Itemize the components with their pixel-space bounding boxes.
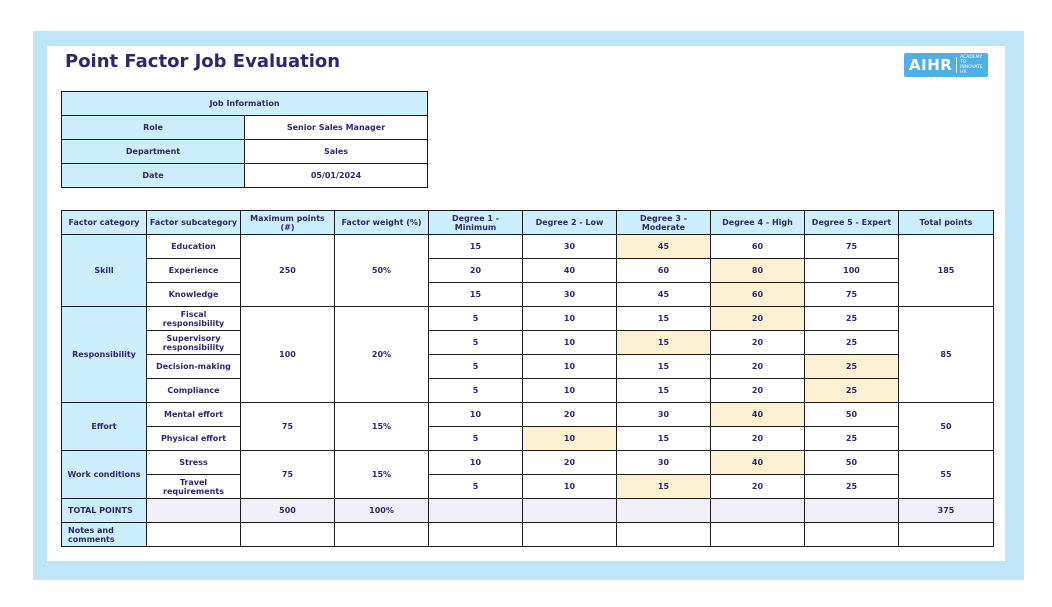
max-points-cell[interactable]: 100	[241, 307, 335, 403]
degree-cell[interactable]: 40	[711, 451, 805, 475]
notes-cell[interactable]	[241, 523, 335, 547]
notes-cell[interactable]	[335, 523, 429, 547]
table-row	[62, 475, 994, 499]
max-points-cell[interactable]: 75	[241, 451, 335, 499]
hatched-cell	[429, 499, 523, 523]
max-points-cell[interactable]: 250	[241, 235, 335, 307]
degree-cell[interactable]: 15	[617, 355, 711, 379]
degree-cell[interactable]: 25	[805, 355, 899, 379]
degree-cell[interactable]: 20	[429, 259, 523, 283]
degree-cell[interactable]: 60	[617, 259, 711, 283]
column-header: Maximum points (#)	[241, 211, 335, 235]
degree-cell[interactable]: 80	[711, 259, 805, 283]
factor-category-cell: Work conditions	[62, 451, 147, 499]
factor-category-cell: Responsibility	[62, 307, 147, 403]
aihr-logo	[904, 53, 988, 77]
degree-cell[interactable]: 5	[429, 331, 523, 355]
factor-category-cell: Effort	[62, 403, 147, 451]
degree-cell[interactable]: 10	[523, 355, 617, 379]
degree-cell[interactable]: 10	[429, 403, 523, 427]
degree-cell[interactable]: 15	[617, 475, 711, 499]
evaluation-table	[61, 210, 994, 547]
hatched-cell	[617, 499, 711, 523]
degree-cell[interactable]: 40	[711, 403, 805, 427]
table-row	[62, 451, 994, 475]
column-header: Factor weight (%)	[335, 211, 429, 235]
notes-cell[interactable]	[147, 523, 241, 547]
degree-cell[interactable]: 10	[523, 331, 617, 355]
notes-cell[interactable]	[711, 523, 805, 547]
degree-cell[interactable]: 20	[711, 331, 805, 355]
degree-cell[interactable]: 20	[711, 307, 805, 331]
role-label: Role	[62, 116, 245, 140]
degree-cell[interactable]: 75	[805, 235, 899, 259]
header-row	[62, 211, 994, 235]
total-max-points: 500	[241, 499, 335, 523]
column-header: Degree 4 - High	[711, 211, 805, 235]
factor-weight-cell[interactable]: 15%	[335, 403, 429, 451]
factor-subcategory-cell: Supervisory responsibility	[147, 331, 241, 355]
factor-subcategory-cell: Physical effort	[147, 427, 241, 451]
degree-cell[interactable]: 30	[523, 235, 617, 259]
factor-subcategory-cell: Travel requirements	[147, 475, 241, 499]
degree-cell[interactable]: 25	[805, 475, 899, 499]
degree-cell[interactable]: 45	[617, 283, 711, 307]
degree-cell[interactable]: 10	[523, 475, 617, 499]
column-header: Degree 5 - Expert	[805, 211, 899, 235]
total-row	[62, 499, 994, 523]
degree-cell[interactable]: 20	[523, 451, 617, 475]
degree-cell[interactable]: 5	[429, 379, 523, 403]
hatched-cell	[711, 499, 805, 523]
degree-cell[interactable]: 10	[523, 379, 617, 403]
logo-tagline: ACADEMY TO INNOVATE HR	[960, 55, 983, 75]
notes-cell[interactable]	[523, 523, 617, 547]
grand-total: 375	[899, 499, 994, 523]
date-label: Date	[62, 164, 245, 188]
degree-cell[interactable]: 10	[523, 307, 617, 331]
degree-cell[interactable]: 15	[617, 427, 711, 451]
hatched-cell	[147, 499, 241, 523]
factor-subcategory-cell: Education	[147, 235, 241, 259]
logo-mark: AIHR	[909, 56, 953, 74]
degree-cell[interactable]: 25	[805, 331, 899, 355]
degree-cell[interactable]: 30	[617, 451, 711, 475]
job-info-table	[61, 91, 428, 188]
notes-label: Notes and comments	[62, 523, 147, 547]
notes-cell[interactable]	[617, 523, 711, 547]
degree-cell[interactable]: 15	[617, 379, 711, 403]
logo-divider	[956, 57, 957, 73]
factor-weight-cell[interactable]: 50%	[335, 235, 429, 307]
hatched-cell	[523, 499, 617, 523]
degree-cell[interactable]: 40	[523, 259, 617, 283]
degree-cell[interactable]: 100	[805, 259, 899, 283]
factor-weight-cell[interactable]: 20%	[335, 307, 429, 403]
total-points-cell: 85	[899, 307, 994, 403]
factor-subcategory-cell: Stress	[147, 451, 241, 475]
column-header: Factor subcategory	[147, 211, 241, 235]
degree-cell[interactable]: 15	[429, 235, 523, 259]
table-row	[62, 259, 994, 283]
degree-cell[interactable]: 10	[429, 451, 523, 475]
degree-cell[interactable]: 20	[523, 403, 617, 427]
factor-subcategory-cell: Experience	[147, 259, 241, 283]
degree-cell[interactable]: 15	[429, 283, 523, 307]
degree-cell[interactable]: 20	[711, 427, 805, 451]
column-header: Degree 1 - Minimum	[429, 211, 523, 235]
factor-subcategory-cell: Fiscal responsibility	[147, 307, 241, 331]
page-title: Point Factor Job Evaluation	[65, 51, 341, 72]
degree-cell[interactable]: 20	[711, 379, 805, 403]
degree-cell[interactable]: 5	[429, 355, 523, 379]
hatched-cell	[805, 499, 899, 523]
factor-subcategory-cell: Decision-making	[147, 355, 241, 379]
table-row	[62, 235, 994, 259]
table-row	[62, 283, 994, 307]
factor-category-cell: Skill	[62, 235, 147, 307]
degree-cell[interactable]: 25	[805, 427, 899, 451]
degree-cell[interactable]: 25	[805, 307, 899, 331]
degree-cell[interactable]: 5	[429, 307, 523, 331]
notes-cell[interactable]	[805, 523, 899, 547]
column-header: Degree 3 - Moderate	[617, 211, 711, 235]
degree-cell[interactable]: 10	[523, 427, 617, 451]
degree-cell[interactable]: 30	[617, 403, 711, 427]
degree-cell[interactable]: 5	[429, 427, 523, 451]
degree-cell[interactable]: 5	[429, 475, 523, 499]
degree-cell[interactable]: 60	[711, 283, 805, 307]
degree-cell[interactable]: 15	[617, 331, 711, 355]
factor-subcategory-cell: Compliance	[147, 379, 241, 403]
degree-cell[interactable]: 50	[805, 451, 899, 475]
factor-weight-cell[interactable]: 15%	[335, 451, 429, 499]
notes-cell[interactable]	[899, 523, 994, 547]
date-value[interactable]: 05/01/2024	[245, 164, 428, 188]
job-info-header: Job Information	[62, 92, 428, 116]
column-header: Factor category	[62, 211, 147, 235]
degree-cell[interactable]: 30	[523, 283, 617, 307]
table-row	[62, 403, 994, 427]
degree-cell[interactable]: 45	[617, 235, 711, 259]
department-label: Department	[62, 140, 245, 164]
department-value[interactable]: Sales	[245, 140, 428, 164]
column-header: Degree 2 - Low	[523, 211, 617, 235]
degree-cell[interactable]: 25	[805, 379, 899, 403]
column-header: Total points	[899, 211, 994, 235]
notes-cell[interactable]	[429, 523, 523, 547]
total-points-cell: 50	[899, 403, 994, 451]
table-row	[62, 379, 994, 403]
degree-cell[interactable]: 20	[711, 355, 805, 379]
table-row	[62, 307, 994, 331]
total-weight: 100%	[335, 499, 429, 523]
total-points-cell: 185	[899, 235, 994, 307]
table-row	[62, 331, 994, 355]
total-points-cell: 55	[899, 451, 994, 499]
degree-cell[interactable]: 15	[617, 307, 711, 331]
role-value[interactable]: Senior Sales Manager	[245, 116, 428, 140]
notes-row	[62, 523, 994, 547]
max-points-cell[interactable]: 75	[241, 403, 335, 451]
degree-cell[interactable]: 60	[711, 235, 805, 259]
degree-cell[interactable]: 20	[711, 475, 805, 499]
degree-cell[interactable]: 50	[805, 403, 899, 427]
factor-subcategory-cell: Mental effort	[147, 403, 241, 427]
total-label: TOTAL POINTS	[62, 499, 147, 523]
degree-cell[interactable]: 75	[805, 283, 899, 307]
table-row	[62, 427, 994, 451]
table-row	[62, 355, 994, 379]
factor-subcategory-cell: Knowledge	[147, 283, 241, 307]
